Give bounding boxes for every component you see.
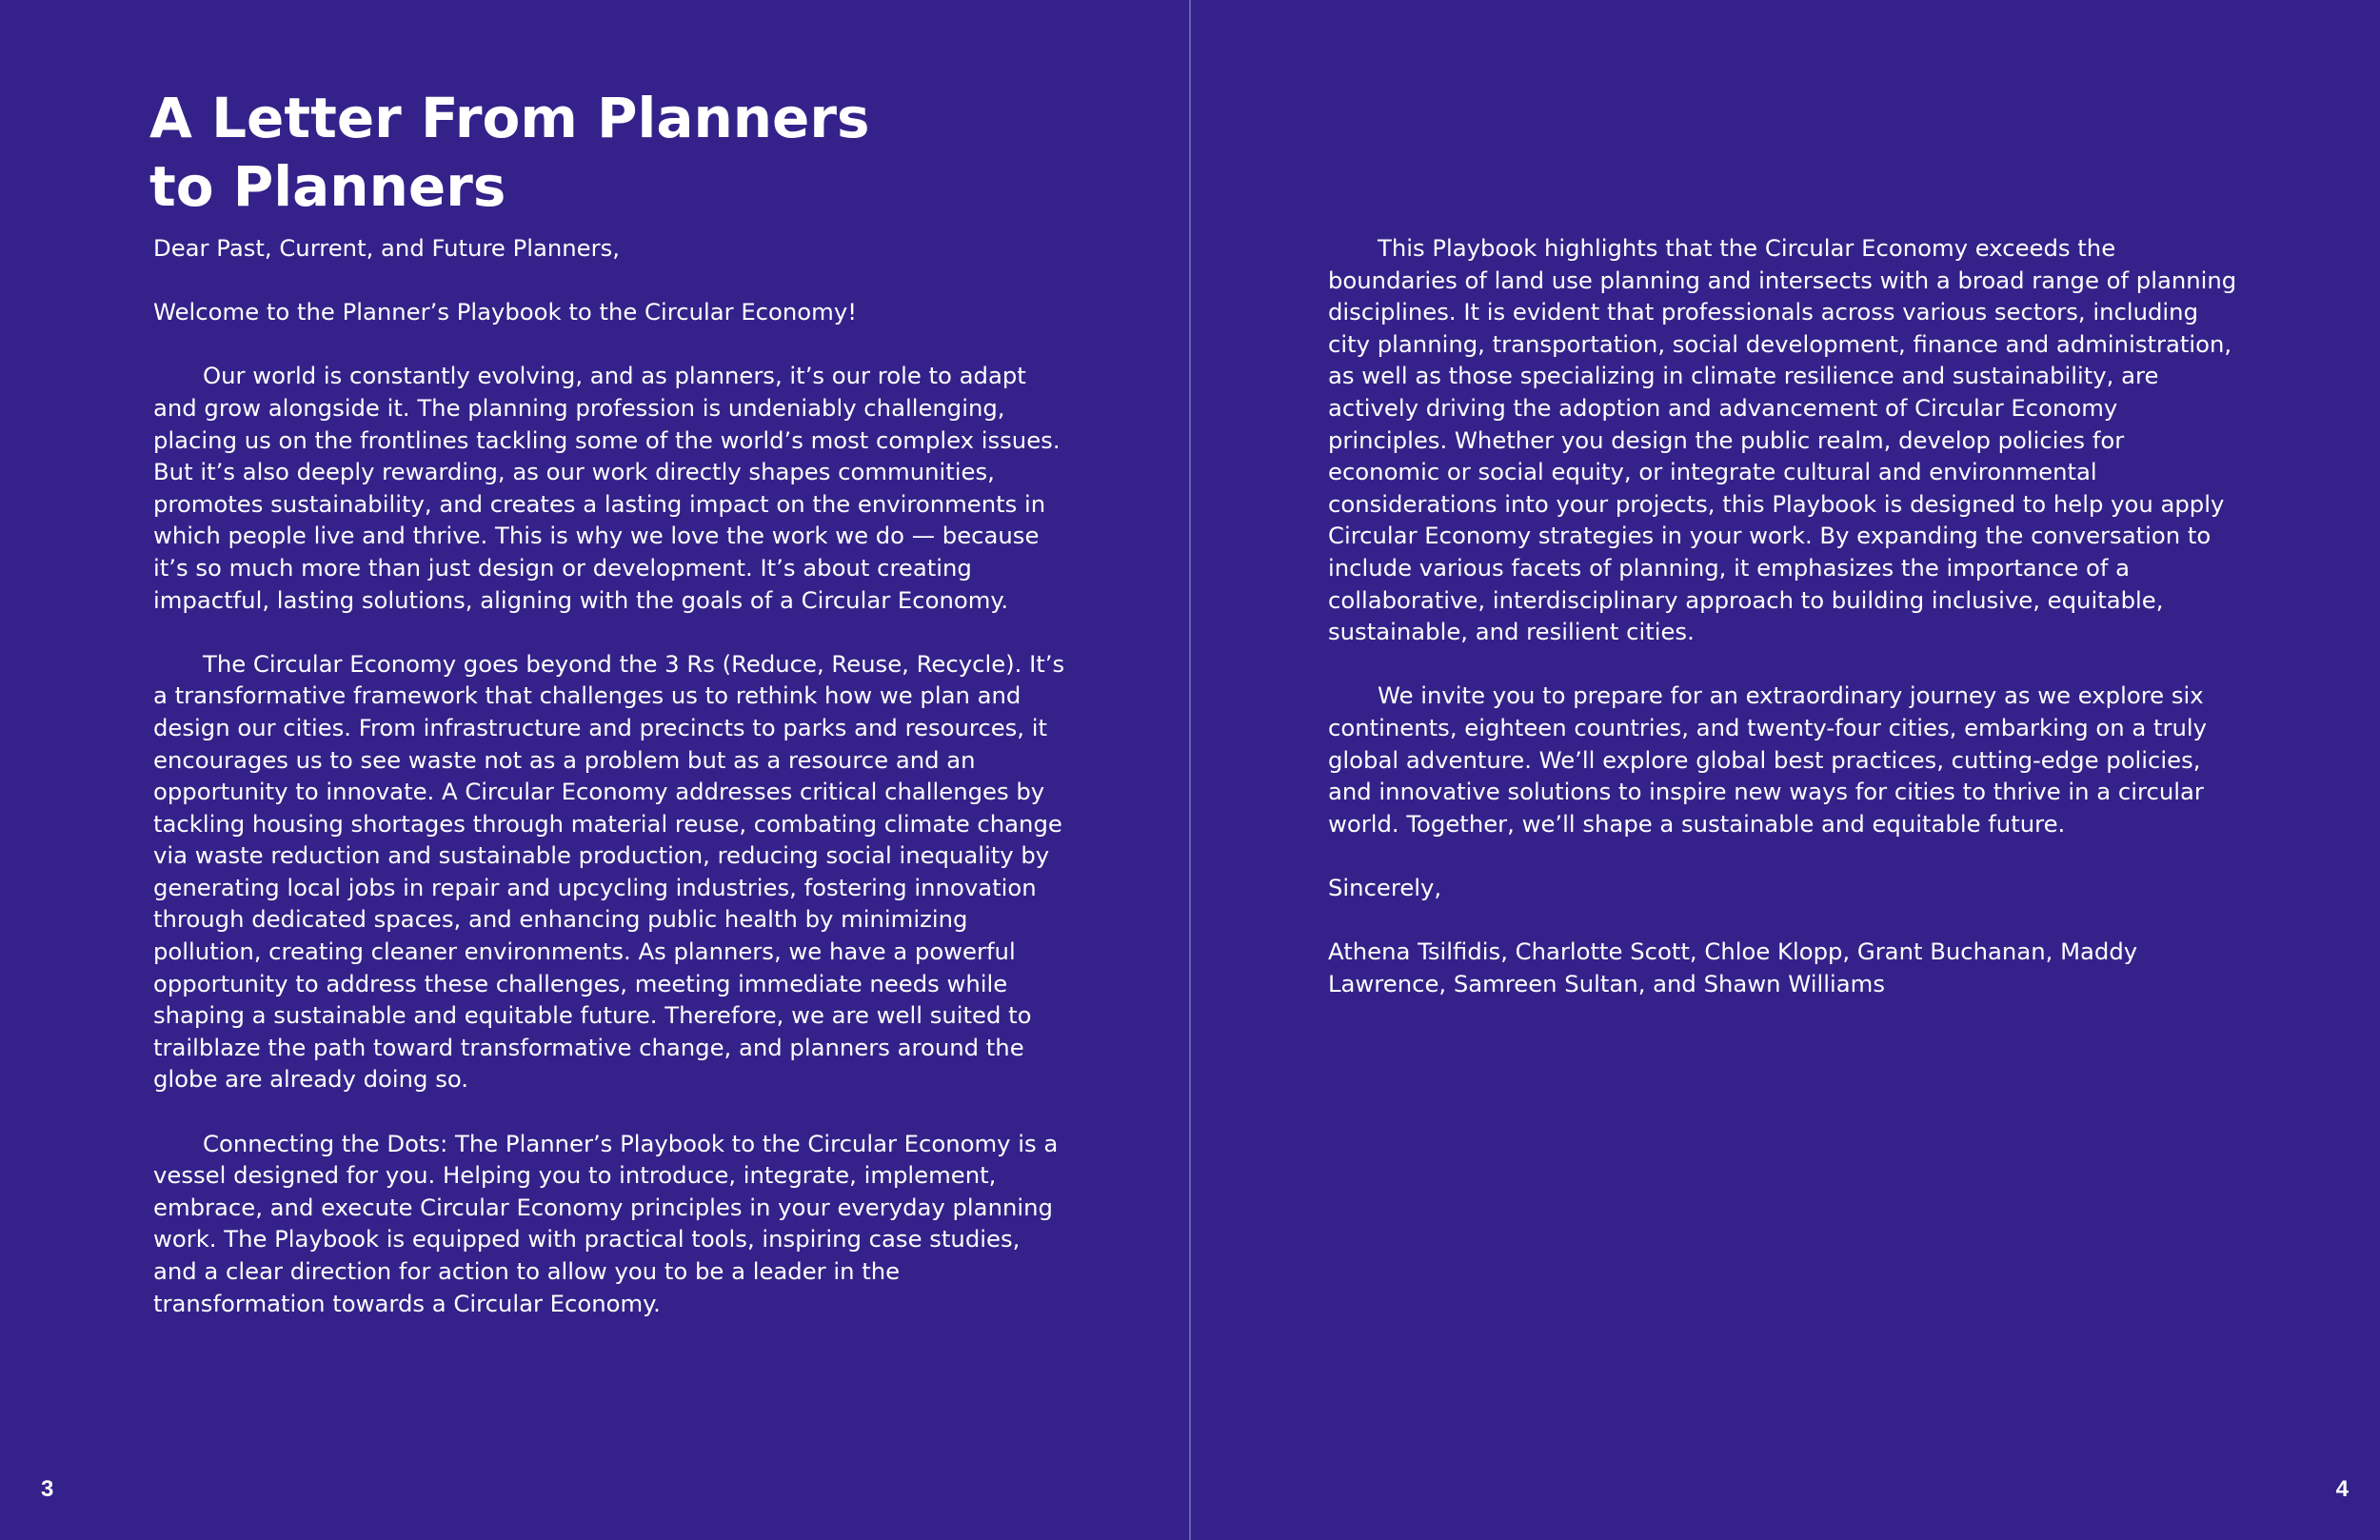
paragraph-beyond-3rs: The Circular Economy goes beyond the 3 Rs (Reduce, Reuse, Recycle). It’s a transformative framework that challenges us to rethink how we plan and design our cities. From infrastructure and precincts to parks and resources, it encourages us to see waste not as a problem but as a resource and an opportunity to innovate. A Circular Economy addresses critical challenges by tackling housing shortages through material reuse, combating climate change via waste reduction and sustainable production, reducing social inequality by generating local jobs in repair and upcycling industries, fostering innovation through dedicated spaces, and enhancing public health by minimizing pollution, creating cleaner environments. As planners, we have a powerful opportunity to address these challenges, meeting immediate needs while shaping a sustainable and equitable future. Therefore, we are well suited to trailblaze the path toward transformative change, and planners around the globe are already doing so. <box>153 649 1065 1094</box>
page-number-left: 3 <box>41 1476 54 1502</box>
left-body-text <box>153 232 1067 1319</box>
title-line-1: A Letter From Planners <box>149 86 870 150</box>
right-body-text <box>1328 232 2242 999</box>
paragraph-adapt-and-grow: Our world is constantly evolving, and as planners, it’s our role to adapt and grow alongside it. The planning profession is undeniably challenging, placing us on the frontlines tackling some of the world’s most complex issues. But it’s also deeply rewarding, as our work directly shapes communities, promotes sustainability, and creates a lasting impact on the environments in which people live and thrive. This is why we love the work we do — because it’s so much more than just design or development. It’s about creating impactful, lasting solutions, aligning with the goals of a Circular Economy. <box>153 362 1061 614</box>
welcome-line: Welcome to the Planner’s Playbook to the Circular Economy! <box>153 298 857 326</box>
page-number-right: 4 <box>2335 1476 2349 1502</box>
paragraph-playbook-highlights: This Playbook highlights that the Circular Economy exceeds the boundaries of land use planning and intersects with a broad range of planning disciplines. It is evident that professionals across various sectors, including city planning, transportation, social development, finance and administration, as well as those specializing in climate resilience and sustainability, are actively driving the adoption and advancement of Circular Economy principles. Whether you design the public realm, develop policies for economic or social equity, or integrate cultural and environmental considerations into your projects, this Playbook is designed to help you apply Circular Economy strategies in your work. By expanding the conversation to include various facets of planning, it emphasizes the importance of a collaborative, interdisciplinary approach to building inclusive, equitable, sustainable, and resilient cities. <box>1328 234 2237 646</box>
signatories: Athena Tsilfidis, Charlotte Scott, Chloe Klopp, Grant Buchanan, Maddy Lawrence, Samreen Sultan, and Shawn Williams <box>1328 938 2138 997</box>
page-title <box>149 84 1006 221</box>
left-page <box>0 0 1189 1540</box>
paragraph-journey-invitation: We invite you to prepare for an extraordinary journey as we explore six continents, eighteen countries, and twenty-four cities, embarking on a truly global adventure. We’ll explore global best practices, cutting-edge policies, and innovative solutions to inspire new ways for cities to thrive in a circular world. Together, we’ll shape a sustainable and equitable future. <box>1328 681 2208 838</box>
title-line-2: to Planners <box>149 154 506 219</box>
right-page <box>1191 0 2380 1540</box>
paragraph-connecting-the-dots: Connecting the Dots: The Planner’s Playbook to the Circular Economy is a vessel designed for you. Helping you to introduce, integrate, implement, embrace, and execute Circular Economy principles in your everyday planning work. The Playbook is equipped with practical tools, inspiring case studies, and a clear direction for action to allow you to be a leader in the transformation towards a Circular Economy. <box>153 1129 1059 1317</box>
salutation: Dear Past, Current, and Future Planners, <box>153 234 620 262</box>
closing-sincerely: Sincerely, <box>1328 873 1442 901</box>
